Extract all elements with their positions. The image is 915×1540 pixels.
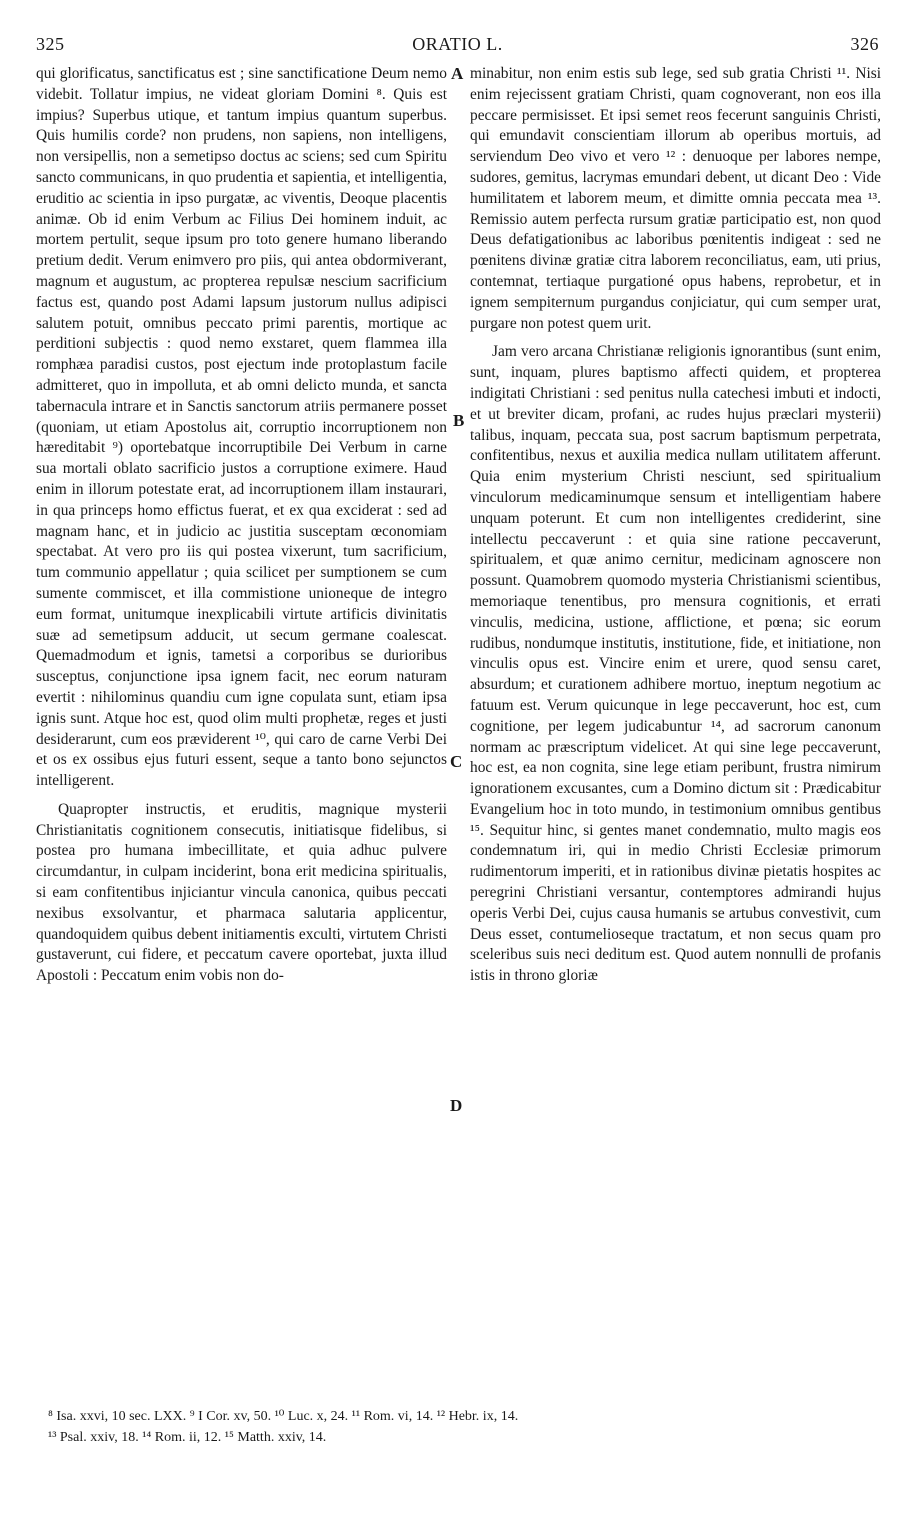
footnotes [48, 1406, 878, 1448]
margin-letter-c: C [450, 752, 463, 771]
right-column [470, 64, 881, 987]
footnote-line-1: ⁸ Isa. xxvi, 10 sec. LXX. ⁹ I Cor. xv, 50. ¹⁰ Luc. x, 24. ¹¹ Rom. vi, 14. ¹² Hebr. ix, 14. [48, 1409, 519, 1424]
left-column [36, 64, 447, 987]
page-number-right: 326 [850, 34, 879, 54]
margin-letter-d: D [450, 1096, 463, 1115]
margin-letter-a: A [451, 64, 464, 83]
left-paragraph-2: Quapropter instructis, et eruditis, magnique mysterii Christianitatis cognitionem consecutis, initiatisque fidelibus, si postea pro humana imbecillitate, et quia adhuc pulvere circumdantur, in culpam inciderint, bona erit medicina spiritualis, si eam confitentibus injiciantur vincula canonica, quibus peccati nexibus exsolvantur, et pharmaca salutaria applicentur, quandoquidem quibus debent initiamentis exculti, virtutem Christi gustaverunt, cui fidere, et peccatum cavere oportebat, juxta illud Apostoli : Peccatum enim vobis non do- [36, 800, 447, 985]
right-paragraph-1: minabitur, non enim estis sub lege, sed sub gratia Christi ¹¹. Nisi enim rejecissent gratiam Christi, quam cognoverant, non eos illa peccare permisisset. Et ipsi semet reos fecerunt sanguinis Christi, qui emundavit conscientiam illorum ab operibus mortuis, ad serviendum Deo vivo et vero ¹² : denuoque per labores nempe, sudores, gemitus, lacrymas emundari debent, ut dicant Deo : Vide humilitatem et laborem meum, et dimitte omnia peccata mea ¹³. Remissio autem perfecta rursum gratiæ participatio est, non quod Deus defatigationibus ac laboribus pœnitentis indigeat : sed ne pœnitens divinæ gratiæ citra laborem reconciliatus, eam, uti prius, contemnat, tertiaque purgationé opus habens, reprobetur, et in ignem sempiternum purgandus conjiciatur, qui cum semper urat, purgare non potest quem urit. [470, 65, 881, 332]
margin-letter-b: B [453, 411, 465, 430]
footnote-line-2: ¹³ Psal. xxiv, 18. ¹⁴ Rom. ii, 12. ¹⁵ Matth. xxiv, 14. [48, 1430, 327, 1445]
right-paragraph-2: Jam vero arcana Christianæ religionis ignorantibus (sunt enim, sunt, inquam, plures baptismo affecti quidem, et propterea indigitati Christiani : sed penitus nulla catechesi imbuti et indocti, et ut breviter dicam, profani, ac rudes hujus præclari mysterii) talibus, inquam, peccata sua, post sacrum baptismum perpetrata, confitentibus, nexus et auxilia medica nullam utilitatem afferunt. Quia enim mysterium Christi nesciunt, sed spiritualium vinculorum medicaminumque sensum et intelligentiam habere unquam poterunt. Et cum non intelligentes crediderint, sine intellectu peccaverunt : et quia sine ratione peccaverunt, spiritualem, et quæ animo cernitur, medicinam agnoscere non possunt. Quamobrem quomodo mysteria Christianismi scientibus, memoriaque tenentibus, pro mensura cognitionis, et errati vinculis, medicina, ustione, afflictione, et pœna; sic eorum rudibus, nondumque institutis, institutione, fide, et initiatione, non vinculis opus est. Vincire enim et urere, quod sensu caret, absurdum; et curationem adhibere mortuo, ineptum negotium ac fatuum est. Verum quicunque in lege peccaverunt, hoc est, cum cognitione, per legem judicabuntur ¹⁴, ad sacrorum canonum normam ac præscriptum videlicet. At qui sine lege peccaverunt, hoc est, ea non cognita, sine lege etiam peribunt, frustra nimirum ignorationem excusantes, cum a Domino dictum sit : Prædicabitur Evangelium hoc in toto mundo, in testimonium omnibus gentibus ¹⁵. Sequitur hinc, si gentes manet condemnatio, multo magis eos condemnatum iri, qui in medio Christi Ecclesiæ primorum rudimentorum imperiti, et in rationibus divinæ pietatis hospites ac peregrini Christiani versantur, contemptores admirandi hujus operis Verbi Dei, cujus causa humanis se artubus convestivit, cum Deus esset, contumelioseque tractatum, et non secus quam pro sceleribus suis neci deditum est. Quod autem nonnulli de profanis istis in throno gloriæ [470, 343, 881, 985]
page-number-left: 325 [36, 34, 65, 54]
running-title: ORATIO L. [412, 34, 503, 54]
left-paragraph-1: qui glorificatus, sanctificatus est ; sine sanctificatione Deum nemo videbit. Tollatur impius, ne videat gloriam Domini ⁸. Quis est impius? Superbus utique, et tantum impius quantum superbus. Quis humilis corde? non prudens, non sapiens, non intelligens, non versipellis, non a semetipso doctus ac sciens; sed cum Spiritu sancto communicans, in quo prudentia et sapientia, et intelligentia, eruditio ac scientia in ipso purgatæ, ac viventis, Deoque placentis animæ. Ob id enim Verbum ac Filius Dei hominem induit, ac mortem pertulit, seque ipsum pro toto genere humano liberando pretium dedit. Verum enimvero pro piis, qui antea obdormiverant, magnum et augustum, ac propterea repulsæ nescium sacrificium factus est, quando post Adami lapsum justorum nullus adipisci salutem potuit, omnibus peccato primi parentis, mortique ac perditioni subjectis : quod nemo exstaret, quem flammea illa romphæa paradisi custos, post ejectum inde protoplastum facile admitteret, quo in impolluta, et ab omni delicto munda, et sancta tabernacula intrare et in Sanctis sanctorum atriis permanere posset (quoniam, ut etiam Apostolus ait, corruptio incorruptionem non hæreditabit ⁹) oportebatque incorruptibile Dei Verbum in carne sua mortali oblato sacrificio justos a corruptione eximere. Haud enim in illorum potestate erat, ad incorruptionem illam instaurari, in qua princeps homo effictus fuerat, et ex qua exciderat : sed ad magnam hanc, et in judicio ac justitia susceptam œconomiam spectabat. At vero pro iis qui postea vixerunt, tum sacrificium, tum communio appellatur ; quia scilicet per sumptionem se cum sumente commiscet, et illa commistione unioneque de integro eum format, unitumque inexplicabili virtute artificis divinitatis suæ ad semetipsum adducit, ut secum germane coalescat. Quemadmodum et ignis, tametsi a corporibus se durioribus susceptus, conjunctione ipsa ignem facit, nec eorum naturam evertit : nihilominus quandiu cum igne copulata sunt, etiam ipsa ignis sunt. Atque hoc est, quod olim multi prophetæ, reges et justi desiderarunt, cum eos præviderent ¹⁰, qui caro de carne Verbi Dei et os ex ossibus ejus futuri essent, seque a tanto bono sejunctos intelligerent. [36, 65, 447, 790]
